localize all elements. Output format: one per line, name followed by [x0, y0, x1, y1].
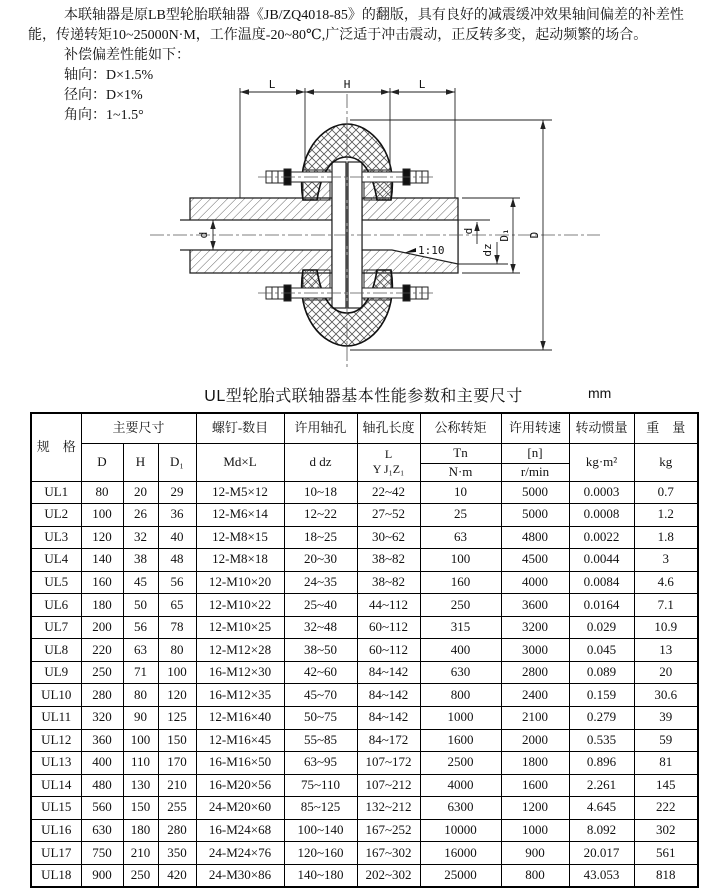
table-cell: 10.9	[634, 616, 698, 639]
table-body	[31, 481, 698, 887]
table-cell: 2500	[420, 752, 501, 775]
table-cell: 16-M16×50	[196, 752, 284, 775]
table-cell: 100	[123, 729, 158, 752]
table-cell: 24-M24×76	[196, 842, 284, 865]
table-cell: 60~112	[357, 616, 420, 639]
dim-label-d-left: d	[197, 231, 210, 239]
table-row	[31, 616, 698, 639]
table-cell: 0.0084	[569, 571, 634, 594]
table-cell: 12-M8×18	[196, 549, 284, 572]
table-cell: 12-M16×40	[196, 706, 284, 729]
table-row	[31, 639, 698, 662]
table-cell: 22~42	[357, 481, 420, 504]
table-cell: 59	[634, 729, 698, 752]
table-cell: 65	[158, 594, 196, 617]
header-speed: 许用转速	[501, 413, 569, 443]
table-cell: 350	[158, 842, 196, 865]
table-cell: 24-M20×60	[196, 797, 284, 820]
table-cell: UL15	[31, 797, 81, 820]
table-cell: 13	[634, 639, 698, 662]
table-cell: 80	[158, 639, 196, 662]
table-cell: 24~35	[284, 571, 357, 594]
table-cell: 200	[81, 616, 123, 639]
table-cell: 32	[123, 526, 158, 549]
table-row	[31, 549, 698, 572]
intro-line: 角向：1~1.5°	[64, 108, 144, 123]
table-cell: 4800	[501, 526, 569, 549]
table-cell: UL9	[31, 661, 81, 684]
table-cell: 170	[158, 752, 196, 775]
header-bolts-sub: Md×L	[196, 443, 284, 481]
table-unit-label: mm	[588, 385, 612, 401]
table-cell: 12-M16×45	[196, 729, 284, 752]
table-cell: UL7	[31, 616, 81, 639]
table-cell: 4.6	[634, 571, 698, 594]
table-cell: 42~60	[284, 661, 357, 684]
header-length-sub	[357, 443, 420, 481]
table-cell: 250	[420, 594, 501, 617]
table-cell: 38~82	[357, 571, 420, 594]
table-cell: 20	[634, 661, 698, 684]
table-cell: 5000	[501, 481, 569, 504]
table-row	[31, 752, 698, 775]
table-cell: 63	[123, 639, 158, 662]
table-row	[31, 684, 698, 707]
table-cell: 12-M10×25	[196, 616, 284, 639]
table-cell: 10	[420, 481, 501, 504]
table-cell: 16000	[420, 842, 501, 865]
table-cell: 3000	[501, 639, 569, 662]
table-cell: 1000	[420, 706, 501, 729]
table-cell: 900	[501, 842, 569, 865]
table-cell: 900	[81, 864, 123, 887]
table-row	[31, 729, 698, 752]
header-col-H: H	[123, 443, 158, 481]
table-row	[31, 774, 698, 797]
table-cell: 180	[123, 819, 158, 842]
table-cell: 32~48	[284, 616, 357, 639]
table-cell: UL4	[31, 549, 81, 572]
table-cell: 1600	[420, 729, 501, 752]
header-bolts: 螺钉-数目	[196, 413, 284, 443]
table-cell: UL12	[31, 729, 81, 752]
table-cell: 25	[420, 504, 501, 527]
table-cell: 1600	[501, 774, 569, 797]
header-inertia-unit: kg·m²	[569, 443, 634, 481]
table-cell: 4000	[501, 571, 569, 594]
table-cell: 0.0008	[569, 504, 634, 527]
table-cell: 40	[158, 526, 196, 549]
table-cell: 10000	[420, 819, 501, 842]
table-cell: UL11	[31, 706, 81, 729]
table-cell: 80	[81, 481, 123, 504]
table-cell: 2800	[501, 661, 569, 684]
table-row	[31, 504, 698, 527]
table-row	[31, 661, 698, 684]
table-cell: 818	[634, 864, 698, 887]
table-cell: 250	[123, 864, 158, 887]
table-cell: 280	[81, 684, 123, 707]
spec-table	[30, 412, 699, 888]
table-cell: 39	[634, 706, 698, 729]
table-cell: 280	[158, 819, 196, 842]
table-cell: 63	[420, 526, 501, 549]
table-cell: 315	[420, 616, 501, 639]
table-cell: 27~52	[357, 504, 420, 527]
table-cell: 107~212	[357, 774, 420, 797]
intro-line: 轴向：D×1.5%	[64, 68, 154, 83]
table-row	[31, 797, 698, 820]
table-cell: UL2	[31, 504, 81, 527]
table-row	[31, 842, 698, 865]
table-row	[31, 571, 698, 594]
table-cell: 85~125	[284, 797, 357, 820]
table-row	[31, 594, 698, 617]
table-cell: 560	[81, 797, 123, 820]
intro-line: 本联轴器是原LB型轮胎联轴器《JB/ZQ4018-85》的翻版，具有良好的减震缓冲效果轴间偏差的补差性	[64, 8, 684, 23]
header-inertia: 转动惯量	[569, 413, 634, 443]
table-cell: 160	[420, 571, 501, 594]
table-cell: 4000	[420, 774, 501, 797]
table-cell: 0.0003	[569, 481, 634, 504]
table-cell: 110	[123, 752, 158, 775]
table-cell: 84~142	[357, 706, 420, 729]
intro-line: 能，传递转矩10~25000N·M，工作温度-20~80℃,广泛适于冲击震动，正反转多变，起动频繁的场合。	[28, 28, 648, 43]
table-cell: 222	[634, 797, 698, 820]
table-cell: 6300	[420, 797, 501, 820]
table-cell: 3600	[501, 594, 569, 617]
table-cell: 400	[420, 639, 501, 662]
table-cell: 220	[81, 639, 123, 662]
table-cell: 12-M5×12	[196, 481, 284, 504]
table-cell: 20~30	[284, 549, 357, 572]
table-cell: UL14	[31, 774, 81, 797]
table-cell: 0.7	[634, 481, 698, 504]
table-cell: 120~160	[284, 842, 357, 865]
header-length-sub1: L	[384, 447, 393, 461]
table-cell: 50	[123, 594, 158, 617]
dim-label-H: H	[343, 78, 351, 91]
table-cell: 0.0164	[569, 594, 634, 617]
table-cell: 60~112	[357, 639, 420, 662]
table-cell: 8.092	[569, 819, 634, 842]
header-torque-sub: Tn	[420, 443, 501, 463]
table-cell: 38	[123, 549, 158, 572]
table-cell: 0.089	[569, 661, 634, 684]
table-cell: 2400	[501, 684, 569, 707]
table-cell: 18~25	[284, 526, 357, 549]
header-main-dims: 主要尺寸	[81, 413, 196, 443]
table-cell: 0.159	[569, 684, 634, 707]
table-cell: 75~110	[284, 774, 357, 797]
table-cell: UL18	[31, 864, 81, 887]
dim-label-L-left: L	[268, 78, 276, 91]
table-cell: 16-M12×30	[196, 661, 284, 684]
table-cell: 150	[158, 729, 196, 752]
table-cell: 0.896	[569, 752, 634, 775]
header-bore-sub: d dz	[284, 443, 357, 481]
table-cell: 250	[81, 661, 123, 684]
table-cell: 84~142	[357, 684, 420, 707]
table-cell: 25~40	[284, 594, 357, 617]
table-cell: 2100	[501, 706, 569, 729]
table-cell: 12-M12×28	[196, 639, 284, 662]
table-cell: 360	[81, 729, 123, 752]
table-row	[31, 706, 698, 729]
table-cell: 120	[158, 684, 196, 707]
table-cell: 4500	[501, 549, 569, 572]
table-cell: 0.045	[569, 639, 634, 662]
table-cell: 140	[81, 549, 123, 572]
table-cell: 16-M24×68	[196, 819, 284, 842]
intro-line: 补偿偏差性能如下：	[64, 48, 190, 63]
table-cell: UL5	[31, 571, 81, 594]
table-cell: UL3	[31, 526, 81, 549]
table-cell: 160	[81, 571, 123, 594]
table-cell: 24-M30×86	[196, 864, 284, 887]
table-cell: 630	[81, 819, 123, 842]
table-cell: 55~85	[284, 729, 357, 752]
table-cell: 120	[81, 526, 123, 549]
table-cell: 125	[158, 706, 196, 729]
table-cell: 210	[158, 774, 196, 797]
header-speed-unit: r/min	[501, 463, 569, 481]
table-cell: 1000	[501, 819, 569, 842]
table-cell: 302	[634, 819, 698, 842]
table-cell: 0.535	[569, 729, 634, 752]
table-cell: 100	[81, 504, 123, 527]
table-cell: 43.053	[569, 864, 634, 887]
table-row	[31, 864, 698, 887]
table-row	[31, 481, 698, 504]
table-cell: 12-M6×14	[196, 504, 284, 527]
table-cell: UL13	[31, 752, 81, 775]
table-cell: 180	[81, 594, 123, 617]
table-cell: 20.017	[569, 842, 634, 865]
header-bore: 许用轴孔	[284, 413, 357, 443]
table-cell: 90	[123, 706, 158, 729]
table-title: UL型轮胎式联轴器基本性能参数和主要尺寸	[204, 388, 523, 405]
table-cell: 561	[634, 842, 698, 865]
table-cell: 167~252	[357, 819, 420, 842]
table-cell: UL6	[31, 594, 81, 617]
table-cell: 56	[123, 616, 158, 639]
dim-label-L-right: L	[418, 78, 426, 91]
table-row	[31, 819, 698, 842]
table-cell: 44~112	[357, 594, 420, 617]
header-spec: 规 格	[31, 413, 81, 481]
dim-label-dz: dz	[481, 243, 494, 257]
header-length: 轴孔长度	[357, 413, 420, 443]
right-hub	[362, 198, 458, 273]
table-cell: UL10	[31, 684, 81, 707]
table-cell: 145	[634, 774, 698, 797]
table-cell: 1.8	[634, 526, 698, 549]
table-cell: 36	[158, 504, 196, 527]
table-cell: 4.645	[569, 797, 634, 820]
table-cell: 25000	[420, 864, 501, 887]
table-cell: 150	[123, 797, 158, 820]
table-cell: 800	[420, 684, 501, 707]
header-torque-unit: N·m	[420, 463, 501, 481]
table-cell: 48	[158, 549, 196, 572]
table-cell: 1200	[501, 797, 569, 820]
table-cell: 16-M12×35	[196, 684, 284, 707]
table-cell: 0.0022	[569, 526, 634, 549]
dim-label-D: D	[528, 231, 541, 239]
table-cell: 78	[158, 616, 196, 639]
table-cell: 12-M10×20	[196, 571, 284, 594]
table-cell: 30~62	[357, 526, 420, 549]
table-cell: 107~172	[357, 752, 420, 775]
taper-label: 1:10	[418, 244, 445, 257]
coupling-cross-section-drawing	[0, 78, 726, 380]
header-weight: 重 量	[634, 413, 698, 443]
table-cell: 12-M8×15	[196, 526, 284, 549]
table-cell: 3200	[501, 616, 569, 639]
table-cell: 2000	[501, 729, 569, 752]
table-cell: 140~180	[284, 864, 357, 887]
table-cell: 3	[634, 549, 698, 572]
table-cell: 38~82	[357, 549, 420, 572]
table-cell: 29	[158, 481, 196, 504]
header-torque: 公称转矩	[420, 413, 501, 443]
table-cell: 1800	[501, 752, 569, 775]
header-weight-unit: kg	[634, 443, 698, 481]
table-cell: 132~212	[357, 797, 420, 820]
table-cell: 100	[420, 549, 501, 572]
table-cell: 1.2	[634, 504, 698, 527]
table-header	[31, 413, 698, 481]
table-cell: 750	[81, 842, 123, 865]
table-cell: 480	[81, 774, 123, 797]
table-cell: 210	[123, 842, 158, 865]
table-cell: UL1	[31, 481, 81, 504]
dim-label-d-right: d	[462, 227, 475, 235]
table-cell: 320	[81, 706, 123, 729]
table-cell: UL17	[31, 842, 81, 865]
table-cell: 800	[501, 864, 569, 887]
table-cell: 0.279	[569, 706, 634, 729]
table-cell: 100~140	[284, 819, 357, 842]
table-cell: 630	[420, 661, 501, 684]
table-cell: UL8	[31, 639, 81, 662]
table-cell: 45	[123, 571, 158, 594]
table-cell: 400	[81, 752, 123, 775]
table-cell: 7.1	[634, 594, 698, 617]
table-cell: 56	[158, 571, 196, 594]
table-cell: 38~50	[284, 639, 357, 662]
table-row	[31, 526, 698, 549]
table-cell: 80	[123, 684, 158, 707]
table-cell: 81	[634, 752, 698, 775]
table-cell: 71	[123, 661, 158, 684]
table-cell: 2.261	[569, 774, 634, 797]
dim-label-D1: D₁	[498, 228, 511, 242]
header-length-sub2: Y J₁Z₁	[372, 462, 405, 476]
table-cell: 26	[123, 504, 158, 527]
table-cell: UL16	[31, 819, 81, 842]
table-cell: 100	[158, 661, 196, 684]
table-cell: 20	[123, 481, 158, 504]
table-cell: 12~22	[284, 504, 357, 527]
intro-line: 径向：D×1%	[64, 88, 143, 103]
table-cell: 0.0044	[569, 549, 634, 572]
table-cell: 5000	[501, 504, 569, 527]
table-cell: 167~302	[357, 842, 420, 865]
table-cell: 202~302	[357, 864, 420, 887]
table-cell: 0.029	[569, 616, 634, 639]
header-col-D1: D₁	[158, 443, 196, 481]
table-cell: 130	[123, 774, 158, 797]
table-cell: 84~142	[357, 661, 420, 684]
table-cell: 50~75	[284, 706, 357, 729]
table-cell: 420	[158, 864, 196, 887]
table-cell: 30.6	[634, 684, 698, 707]
header-speed-sub: [n]	[501, 443, 569, 463]
table-cell: 63~95	[284, 752, 357, 775]
table-cell: 16-M20×56	[196, 774, 284, 797]
header-col-D: D	[81, 443, 123, 481]
table-cell: 45~70	[284, 684, 357, 707]
table-cell: 255	[158, 797, 196, 820]
table-cell: 10~18	[284, 481, 357, 504]
table-cell: 84~172	[357, 729, 420, 752]
table-cell: 12-M10×22	[196, 594, 284, 617]
